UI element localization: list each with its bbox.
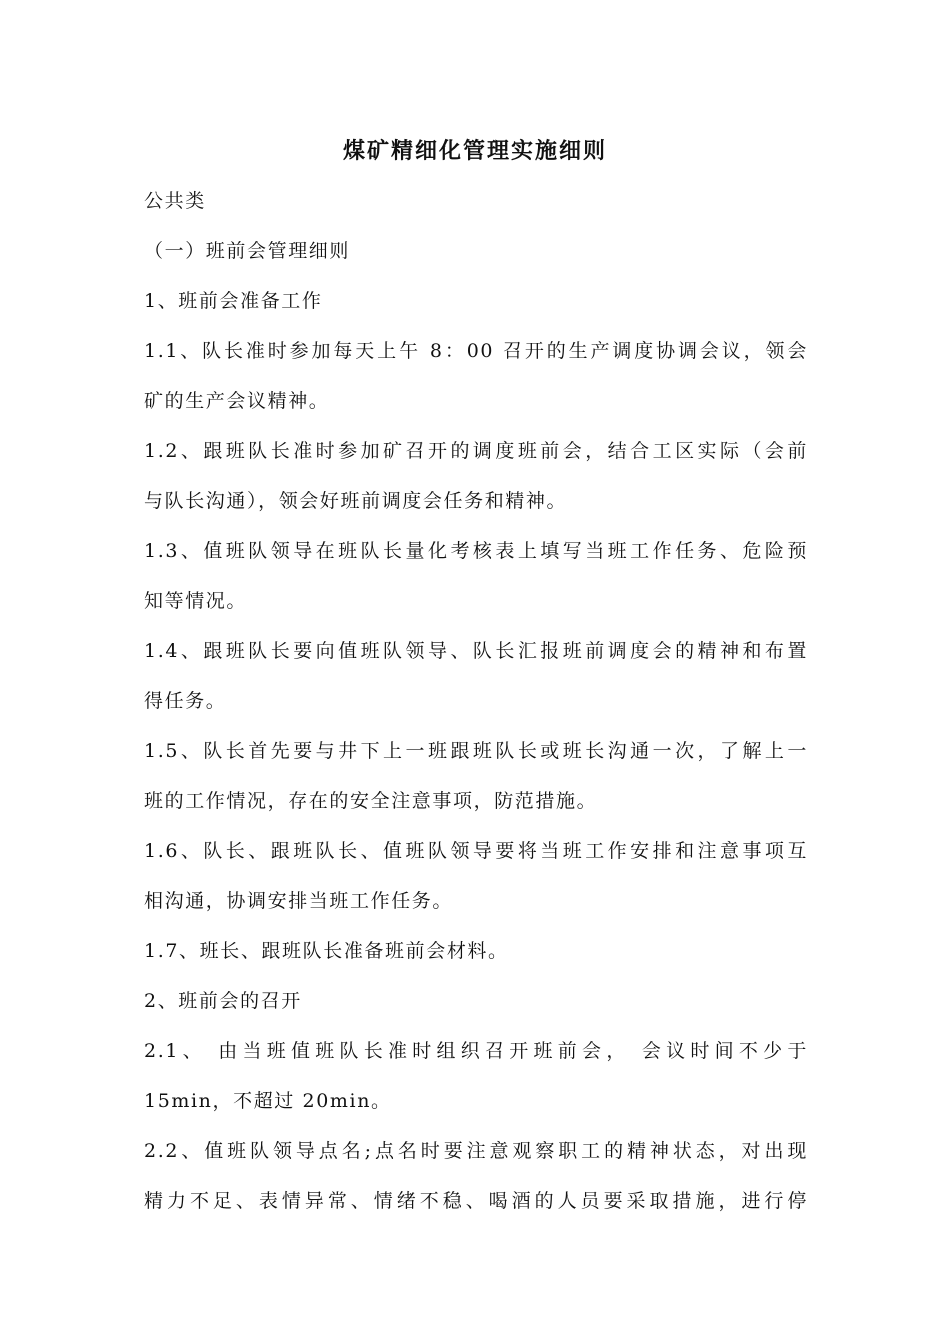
item-heading: 1、班前会准备工作	[144, 290, 323, 312]
item-heading: 2、班前会的召开	[144, 990, 302, 1012]
paragraph-line: 1.4、跟班队长要向值班队领导、队长汇报班前调度会的精神和布置	[144, 640, 808, 662]
document-title: 煤矿精细化管理实施细则	[342, 138, 607, 164]
paragraph-line: 精力不足、表情异常、情绪不稳、喝酒的人员要采取措施，进行停	[144, 1190, 808, 1212]
paragraph-line: 相沟通，协调安排当班工作任务。	[144, 890, 454, 912]
paragraph-line: 与队长沟通），领会好班前调度会任务和精神。	[144, 490, 568, 512]
paragraph-line: 2.2、值班队领导点名;点名时要注意观察职工的精神状态，对出现	[144, 1140, 808, 1162]
subsection-heading: （一）班前会管理细则	[144, 240, 351, 262]
paragraph-line: 得任务。	[144, 690, 227, 712]
paragraph-line: 知等情况。	[144, 590, 248, 612]
section-heading: 公共类	[144, 190, 206, 212]
paragraph-line: 1.6、队长、跟班队长、值班队领导要将当班工作安排和注意事项互	[144, 840, 808, 862]
paragraph-line: 1.2、跟班队长准时参加矿召开的调度班前会，结合工区实际（会前	[144, 440, 808, 462]
paragraph-line: 班的工作情况，存在的安全注意事项，防范措施。	[144, 790, 598, 812]
paragraph-line: 2.1、 由当班值班队长准时组织召开班前会， 会议时间不少于	[144, 1040, 808, 1062]
paragraph-line: 1.5、队长首先要与井下上一班跟班队长或班长沟通一次，了解上一	[144, 740, 808, 762]
paragraph-line: 1.3、值班队领导在班队长量化考核表上填写当班工作任务、危险预	[144, 540, 808, 562]
paragraph-line: 1.1、队长准时参加每天上午 8：00 召开的生产调度协调会议，领会	[144, 340, 808, 362]
paragraph-line: 1.7、班长、跟班队长准备班前会材料。	[144, 940, 509, 962]
paragraph-line: 矿的生产会议精神。	[144, 390, 330, 412]
paragraph-line: 15min，不超过 20min。	[144, 1090, 392, 1112]
